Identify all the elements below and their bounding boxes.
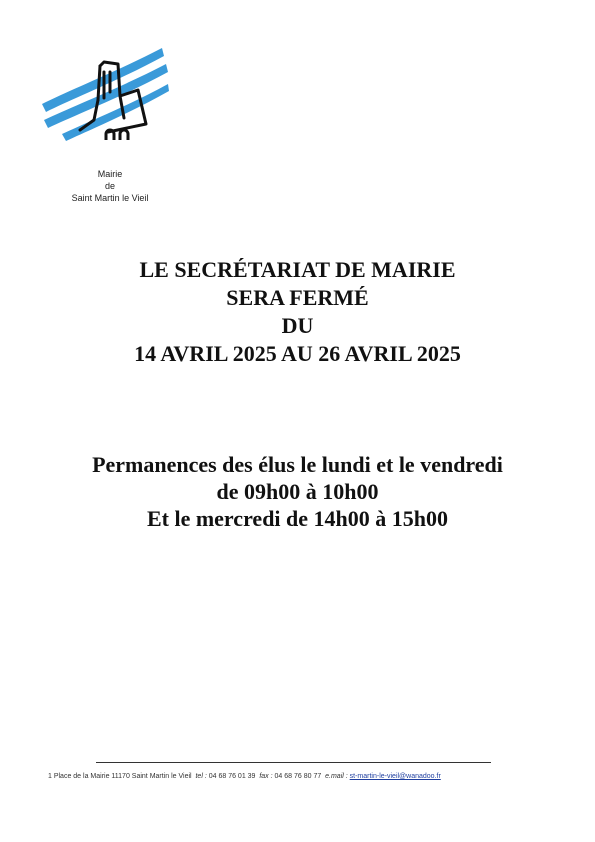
notice-line-4: 14 AVRIL 2025 AU 26 AVRIL 2025 — [134, 341, 461, 366]
office-hours — [0, 451, 595, 532]
hours-line-3: Et le mercredi de 14h00 à 15h00 — [146, 506, 449, 531]
hours-line-2: de 09h00 à 10h00 — [216, 479, 379, 504]
caption-line-3: Saint Martin le Vieil — [71, 193, 149, 203]
footer-fax: 04 68 76 80 77 — [274, 773, 322, 780]
notice-line-2: SERA FERMÉ — [226, 285, 369, 310]
footer-contact — [48, 772, 568, 782]
hours-line-1: Permanences des élus le lundi et le vendredi — [92, 452, 503, 477]
footer-tel: 04 68 76 01 39 — [208, 773, 256, 780]
footer-divider — [96, 762, 491, 763]
caption-line-1: Mairie — [97, 169, 123, 179]
caption-line-2: de — [104, 181, 115, 191]
closure-notice — [0, 256, 595, 368]
notice-line-3: DU — [281, 313, 314, 338]
mairie-caption — [50, 168, 170, 204]
mairie-logo — [40, 42, 170, 152]
footer-tel-label: tel : — [195, 773, 207, 780]
footer-mail-label: e.mail : — [325, 773, 348, 780]
footer-fax-label: fax : — [259, 773, 273, 780]
footer-mail-link[interactable]: st-martin-le-vieil@wanadoo.fr — [349, 773, 441, 780]
footer-address: 1 Place de la Mairie 11170 Saint Martin le Vieil — [48, 773, 192, 780]
notice-line-1: LE SECRÉTARIAT DE MAIRIE — [139, 257, 456, 282]
